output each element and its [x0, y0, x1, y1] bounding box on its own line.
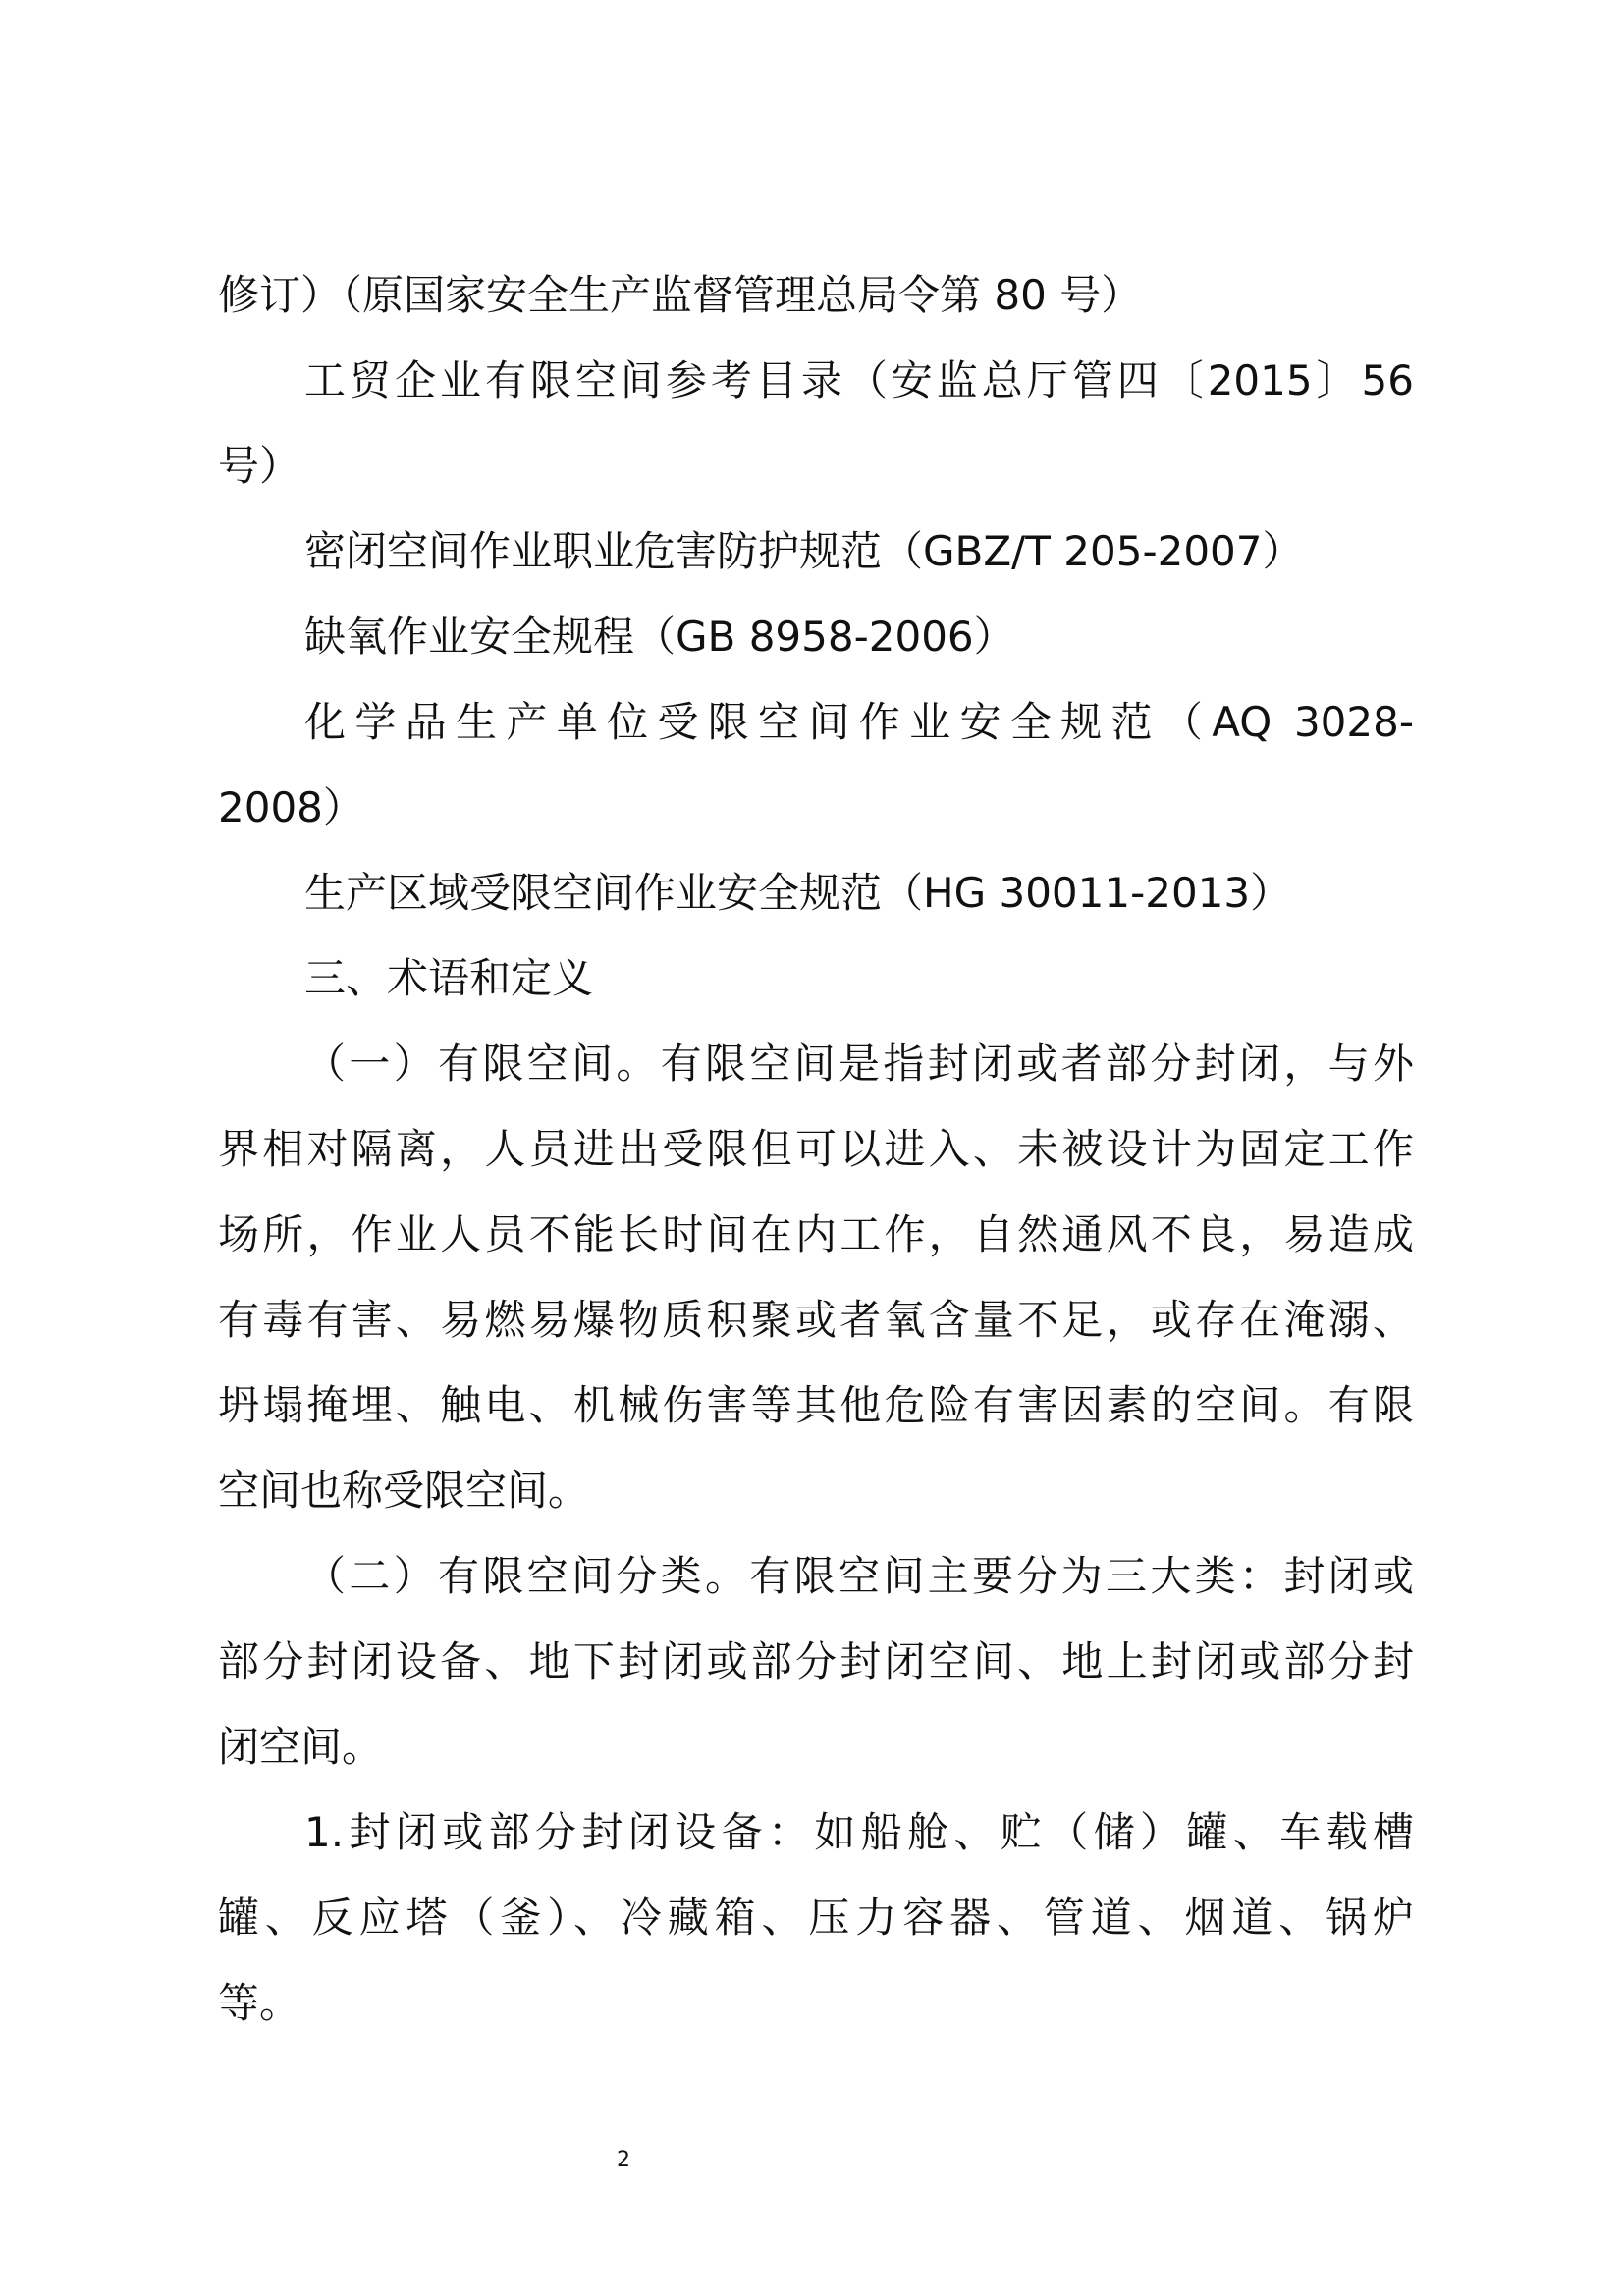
text-line: 1.封闭或部分封闭设备：如船舱、贮（储）罐、车载槽 [304, 1808, 1414, 1856]
text-line: 场所，作业人员不能长时间在内工作，自然通风不良，易造成 [218, 1210, 1414, 1258]
text-line: 界相对隔离，人员进出受限但可以进入、未被设计为固定工作 [218, 1125, 1414, 1173]
text-line: 闭空间。 [218, 1723, 384, 1771]
text-line: 化学品生产单位受限空间作业安全规范（AQ 3028- [304, 698, 1414, 746]
text-line: 空间也称受限空间。 [218, 1467, 590, 1515]
text-line: 密闭空间作业职业危害防护规范（GBZ/T 205-2007） [304, 527, 1304, 575]
text-line: （一）有限空间。有限空间是指封闭或者部分封闭，与外 [304, 1040, 1414, 1088]
page-number: 2 [617, 2148, 630, 2172]
text-line: 缺氧作业安全规程（GB 8958-2006） [304, 613, 1015, 661]
text-line: 号） [218, 442, 301, 490]
text-line: 生产区域受限空间作业安全规范（HG 30011-2013） [304, 869, 1292, 917]
text-line: 2008） [218, 783, 364, 831]
text-line: 工贸企业有限空间参考目录（安监总厅管四〔2015〕56 [304, 356, 1414, 404]
text-line: （二）有限空间分类。有限空间主要分为三大类：封闭或 [304, 1552, 1414, 1600]
text-line: 罐、反应塔（釜）、冷藏箱、压力容器、管道、烟道、锅炉 [218, 1894, 1414, 1942]
section-heading: 三、术语和定义 [304, 954, 594, 1002]
text-line: 等。 [218, 1979, 301, 2027]
text-line: 有毒有害、易燃易爆物质积聚或者氧含量不足，或存在淹溺、 [218, 1296, 1414, 1344]
text-line: 部分封闭设备、地下封闭或部分封闭空间、地上封闭或部分封 [218, 1637, 1414, 1685]
text-line: 坍塌掩埋、触电、机械伤害等其他危险有害因素的空间。有限 [218, 1381, 1414, 1429]
text-line: 修订）（原国家安全生产监督管理总局令第 80 号） [218, 271, 1143, 319]
